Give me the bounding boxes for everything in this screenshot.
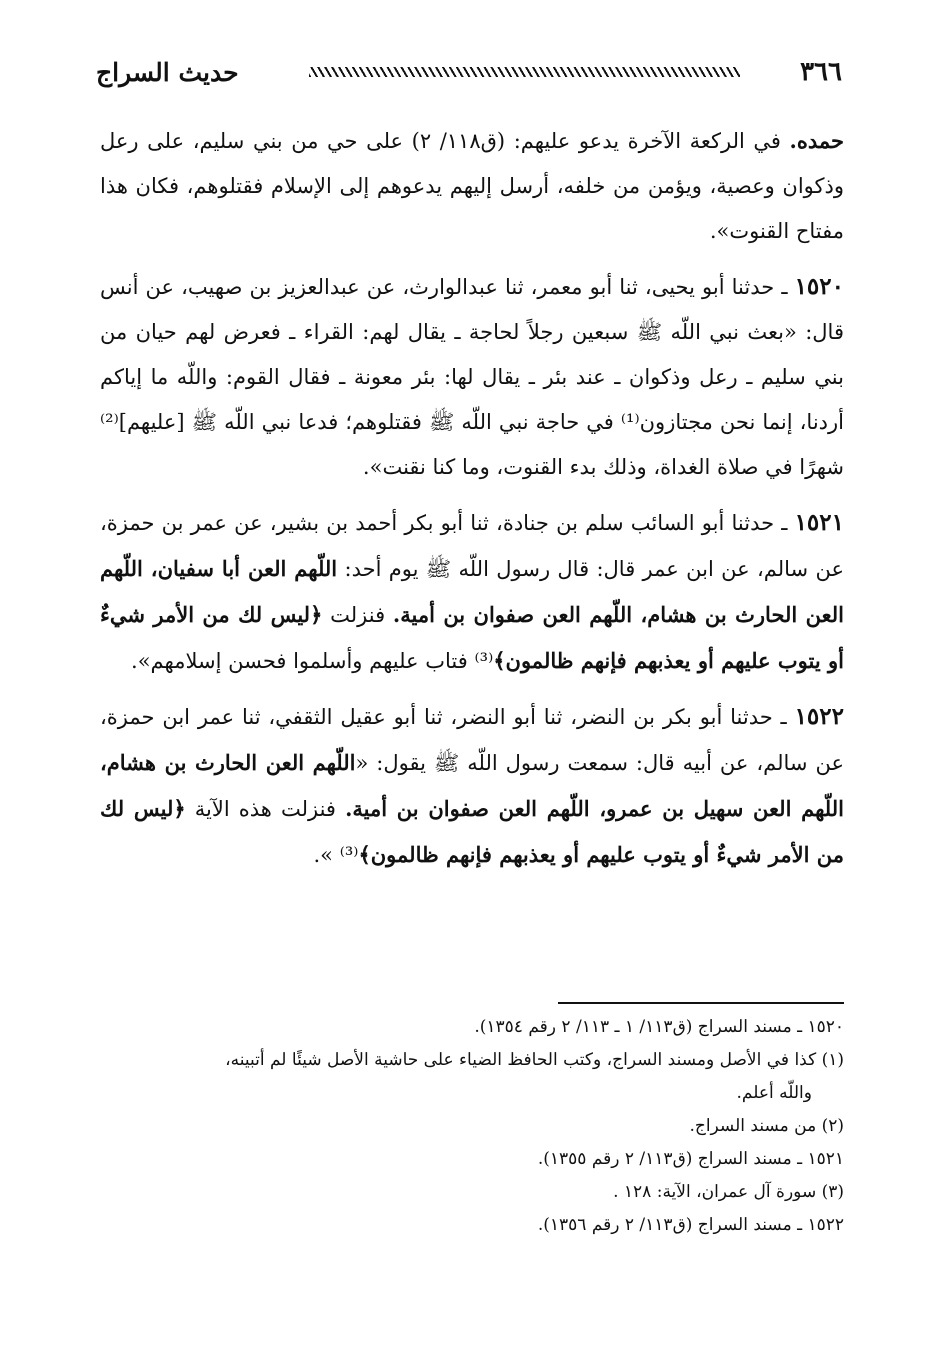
footnote-line: ١٥٢٠ ـ مسند السراج (ق١١٣/ ١ ـ ١١٣/ ٢ رقم ١٣٥٤). bbox=[474, 1017, 844, 1037]
hadith-text: ـ حدثنا أبو يحيى، ثنا أبو معمر، ثنا عبدالوارث، عن عبدالعزيز بن صهيب، عن أنس قال: «بعث نبي اللّه ﷺ سبعين رجلاً لحاجة ـ يقال لهم: القراء ـ فعرض لهم حيان من بني سليم ـ رعل وذكوان ـ عند بئر ـ يقال لها: بئر معونة ـ فقال القوم: واللّه ما إياكم أردنا، إنما نحن مجتازون⁽¹⁾ في حاجة نبي اللّه ﷺ فقتلوهم؛ فدعا نبي اللّه ﷺ [عليهم]⁽²⁾ شهرًا في صلاة الغداة، وذلك بدء القنوت، وما كنا نقنت». bbox=[100, 275, 844, 479]
running-title: حديث السراج bbox=[96, 57, 239, 87]
hadith-number: ١٥٢٠ bbox=[794, 273, 844, 300]
page-header bbox=[96, 52, 842, 92]
quran-verse: ﴿ليس لك من الأمر شيءٌ أو يتوب عليهم أو يعذبهم فإنهم ظالمون﴾ bbox=[100, 796, 844, 867]
hadith-text: ـ حدثنا أبو السائب سلم بن جنادة، ثنا أبو بكر أحمد بن بشير، عن عمر بن حمزة، عن سالم، عن ابن عمر قال: قال رسول اللّه ﷺ يوم أحد: bbox=[100, 511, 845, 581]
footnote-line: واللّه أعلم. bbox=[736, 1083, 812, 1103]
header-ornament-rule bbox=[309, 67, 740, 77]
main-text bbox=[100, 118, 844, 888]
paragraph-text: في الركعة الآخرة يدعو عليهم: (ق١١٨/ ٢) على حي من بني سليم، على رعل وذكوان وعصية، ويؤمن من خلفه، أرسل إليهم يدعوهم إلى الإسلام فقتلوهم، فكان هذا مفتاح القنوت». bbox=[100, 129, 844, 243]
footnote-line: ١٥٢٢ ـ مسند السراج (ق١١٣/ ٢ رقم ١٣٥٦). bbox=[537, 1215, 844, 1235]
page-number: ٣٦٦ bbox=[800, 57, 842, 87]
hadith-1520 bbox=[100, 264, 844, 490]
hadith-supplication: اللّهم العن أبا سفيان، اللّهم العن الحارث بن هشام، اللّهم العن صفوان بن أمية. bbox=[100, 556, 844, 627]
footnote-line: (١) كذا في الأصل ومسند السراج، وكتب الحافظ الضياء على حاشية الأصل شيئًا لم أتبينه، bbox=[225, 1050, 844, 1070]
footnotes bbox=[100, 1012, 844, 1243]
footnote-line: ١٥٢١ ـ مسند السراج (ق١١٣/ ٢ رقم ١٣٥٥). bbox=[537, 1149, 844, 1169]
hadith-text: ⁽³⁾ ». bbox=[313, 843, 359, 867]
paragraph-continuation bbox=[100, 118, 844, 254]
hadith-text: فنزلت bbox=[322, 603, 393, 627]
footnote-separator bbox=[558, 1002, 844, 1004]
hadith-text: ⁽³⁾ فتاب عليهم وأسلموا فحسن إسلامهم». bbox=[131, 649, 494, 673]
hadith-supplication: اللّهم العن الحارث بن هشام، اللّهم العن سهيل بن عمرو، اللّهم العن صفوان بن أمية. bbox=[100, 750, 844, 821]
hadith-1521 bbox=[100, 500, 844, 684]
footnote-line: (٣) سورة آل عمران، الآية: ١٢٨ . bbox=[613, 1182, 844, 1202]
footnote-line: (٢) من مسند السراج. bbox=[689, 1116, 844, 1136]
lead-word: حمده. bbox=[789, 128, 844, 153]
hadith-number: ١٥٢١ bbox=[794, 509, 844, 536]
hadith-text: فنزلت هذه الآية bbox=[185, 797, 346, 821]
hadith-1522 bbox=[100, 694, 844, 878]
hadith-number: ١٥٢٢ bbox=[794, 703, 844, 730]
quran-verse: ﴿ليس لك من الأمر شيءٌ أو يتوب عليهم أو يعذبهم فإنهم ظالمون﴾ bbox=[100, 602, 844, 673]
hadith-text: ـ حدثنا أبو بكر بن النضر، ثنا أبو النضر، ثنا أبو عقيل الثقفي، ثنا عمر ابن حمزة، عن سالم، عن أبيه قال: سمعت رسول اللّه ﷺ يقول: « bbox=[100, 705, 844, 775]
